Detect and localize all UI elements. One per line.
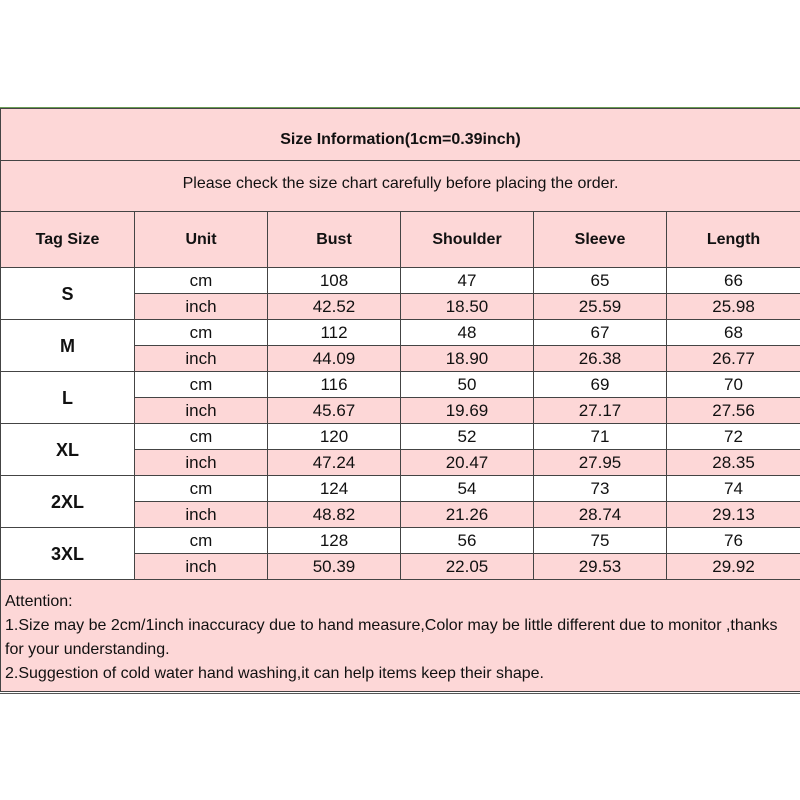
bust-cell: 44.09 (268, 346, 401, 372)
chart-title: Size Information(1cm=0.39inch) (1, 109, 800, 161)
length-cell: 70 (667, 372, 800, 398)
sleeve-cell: 27.17 (534, 398, 667, 424)
length-cell: 66 (667, 268, 800, 294)
length-cell: 76 (667, 528, 800, 554)
size-chart (0, 107, 800, 694)
bust-cell: 128 (268, 528, 401, 554)
bust-cell: 108 (268, 268, 401, 294)
shoulder-cell: 52 (401, 424, 534, 450)
sleeve-cell: 25.59 (534, 294, 667, 320)
bust-cell: 48.82 (268, 502, 401, 528)
header-unit: Unit (135, 212, 268, 268)
header-length: Length (667, 212, 800, 268)
unit-cell: inch (135, 294, 268, 320)
unit-cell: inch (135, 554, 268, 580)
shoulder-cell: 47 (401, 268, 534, 294)
sleeve-cell: 75 (534, 528, 667, 554)
shoulder-cell: 48 (401, 320, 534, 346)
bust-cell: 124 (268, 476, 401, 502)
table-row (1, 424, 800, 450)
tag-size-cell: 3XL (1, 528, 135, 580)
shoulder-cell: 54 (401, 476, 534, 502)
sleeve-cell: 29.53 (534, 554, 667, 580)
sleeve-cell: 27.95 (534, 450, 667, 476)
tag-size-cell: 2XL (1, 476, 135, 528)
attention-line-1: 1.Size may be 2cm/1inch inaccuracy due to hand measure,Color may be little different due to monitor ,thanks for your understanding. (5, 617, 778, 658)
sleeve-cell: 65 (534, 268, 667, 294)
shoulder-cell: 22.05 (401, 554, 534, 580)
table-row (1, 528, 800, 554)
bust-cell: 50.39 (268, 554, 401, 580)
sleeve-cell: 73 (534, 476, 667, 502)
shoulder-cell: 19.69 (401, 398, 534, 424)
sleeve-cell: 71 (534, 424, 667, 450)
size-table (0, 108, 800, 692)
order-note: Please check the size chart carefully before placing the order. (1, 161, 800, 212)
length-cell: 27.56 (667, 398, 800, 424)
attention-heading: Attention: (5, 593, 73, 610)
shoulder-cell: 21.26 (401, 502, 534, 528)
bust-cell: 42.52 (268, 294, 401, 320)
attention-line-2: 2.Suggestion of cold water hand washing,it can help items keep their shape. (5, 665, 544, 682)
length-cell: 26.77 (667, 346, 800, 372)
unit-cell: cm (135, 320, 268, 346)
unit-cell: inch (135, 346, 268, 372)
table-row (1, 476, 800, 502)
table-row (1, 372, 800, 398)
table-row (1, 268, 800, 294)
unit-cell: inch (135, 502, 268, 528)
length-cell: 25.98 (667, 294, 800, 320)
unit-cell: cm (135, 476, 268, 502)
sleeve-cell: 67 (534, 320, 667, 346)
shoulder-cell: 20.47 (401, 450, 534, 476)
bust-cell: 47.24 (268, 450, 401, 476)
attention-box (1, 580, 800, 692)
unit-cell: cm (135, 268, 268, 294)
sleeve-cell: 28.74 (534, 502, 667, 528)
bust-cell: 45.67 (268, 398, 401, 424)
length-cell: 72 (667, 424, 800, 450)
length-cell: 29.92 (667, 554, 800, 580)
shoulder-cell: 18.90 (401, 346, 534, 372)
header-row (1, 212, 800, 268)
unit-cell: cm (135, 372, 268, 398)
bust-cell: 120 (268, 424, 401, 450)
bust-cell: 116 (268, 372, 401, 398)
sleeve-cell: 26.38 (534, 346, 667, 372)
tag-size-cell: XL (1, 424, 135, 476)
unit-cell: inch (135, 398, 268, 424)
shoulder-cell: 56 (401, 528, 534, 554)
header-bust: Bust (268, 212, 401, 268)
length-cell: 74 (667, 476, 800, 502)
sleeve-cell: 69 (534, 372, 667, 398)
table-row (1, 320, 800, 346)
unit-cell: cm (135, 424, 268, 450)
tag-size-cell: M (1, 320, 135, 372)
length-cell: 28.35 (667, 450, 800, 476)
unit-cell: inch (135, 450, 268, 476)
header-tag-size: Tag Size (1, 212, 135, 268)
header-shoulder: Shoulder (401, 212, 534, 268)
shoulder-cell: 50 (401, 372, 534, 398)
length-cell: 68 (667, 320, 800, 346)
unit-cell: cm (135, 528, 268, 554)
tag-size-cell: L (1, 372, 135, 424)
header-sleeve: Sleeve (534, 212, 667, 268)
tag-size-cell: S (1, 268, 135, 320)
bust-cell: 112 (268, 320, 401, 346)
shoulder-cell: 18.50 (401, 294, 534, 320)
length-cell: 29.13 (667, 502, 800, 528)
